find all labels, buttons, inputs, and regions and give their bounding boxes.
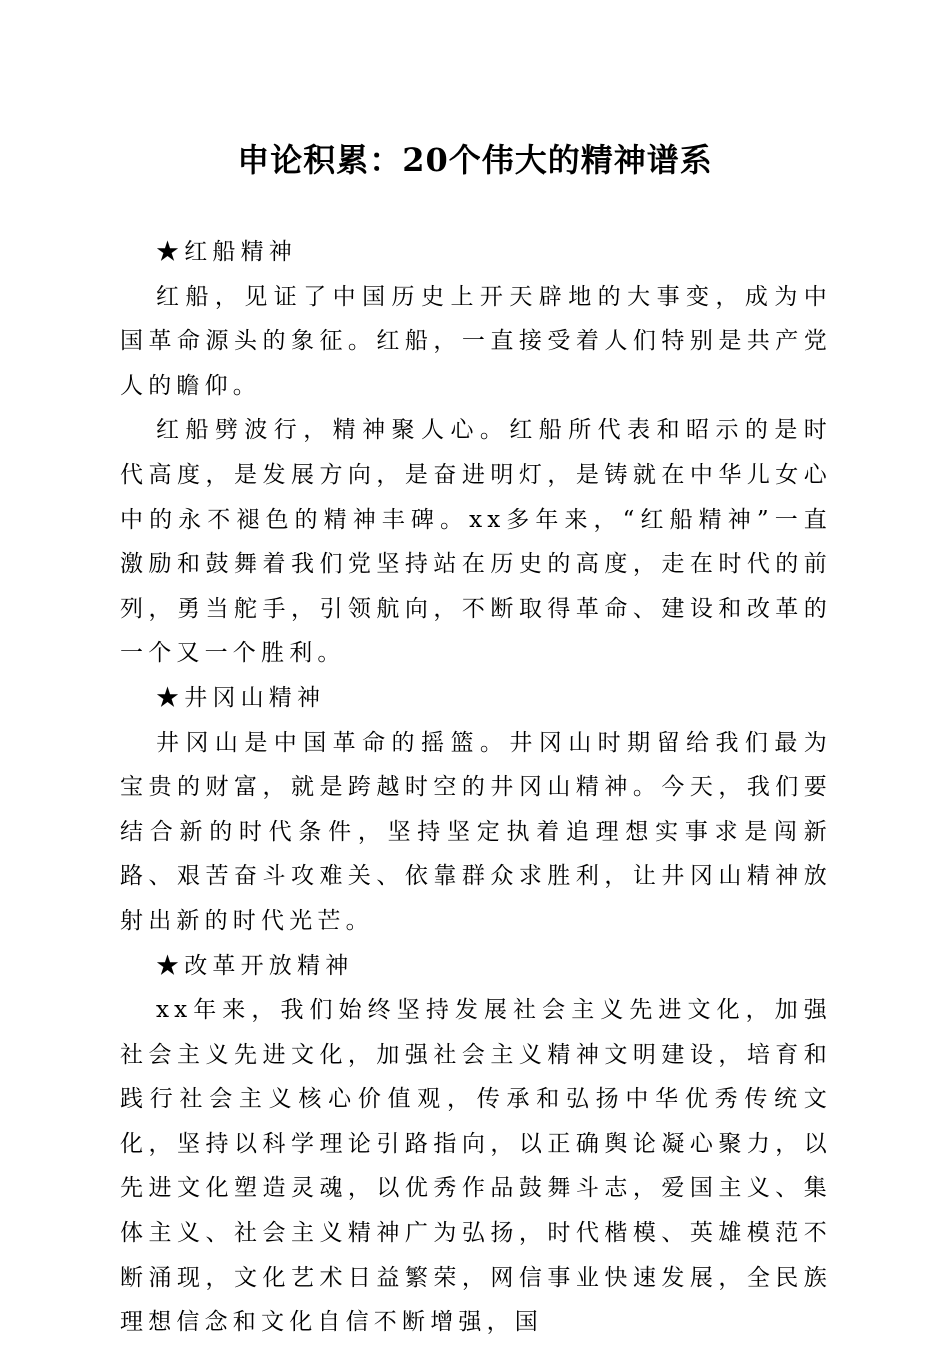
section-heading-jinggangshan: ★井冈山精神: [156, 684, 326, 711]
document-body: [120, 230, 832, 1345]
section-heading-red-boat: ★红船精神: [156, 239, 297, 265]
paragraph: 红船，见证了中国历史上开天辟地的大事变，成为中国革命源头的象征。红船，一直接受着人们特别是共产党人的瞻仰。: [120, 283, 832, 399]
paragraph: 红船劈波行，精神聚人心。红船所代表和昭示的是时代高度，是发展方向，是奋进明灯，是铸就在中华儿女心中的永不褪色的精神丰碑。xx多年来，“红船精神”一直激励和鼓舞着我们党坚持站在历史的高度，走在时代的前列，勇当舵手，引领航向，不断取得革命、建设和改革的一个又一个胜利。: [120, 417, 832, 667]
paragraph: xx年来，我们始终坚持发展社会主义先进文化，加强社会主义先进文化，加强社会主义精神文明建设，培育和践行社会主义核心价值观，传承和弘扬中华优秀传统文化，坚持以科学理论引路指向，以正确舆论凝心聚力，以先进文化塑造灵魂，以优秀作品鼓舞斗志，爱国主义、集体主义、社会主义精神广为弘扬，时代楷模、英雄模范不断涌现，文化艺术日益繁荣，网信事业快速发展，全民族理想信念和文化自信不断增强，国: [120, 997, 832, 1336]
document-title: 申论积累：20个伟大的精神谱系: [237, 141, 713, 179]
paragraph: 井冈山是中国革命的摇篮。井冈山时期留给我们最为宝贵的财富，就是跨越时空的井冈山精神。今天，我们要结合新的时代条件，坚持坚定执着追理想实事求是闯新路、艰苦奋斗攻难关、依靠群众求胜利，让井冈山精神放射出新的时代光芒。: [120, 729, 832, 934]
section-heading-reform-opening: ★改革开放精神: [156, 952, 354, 979]
